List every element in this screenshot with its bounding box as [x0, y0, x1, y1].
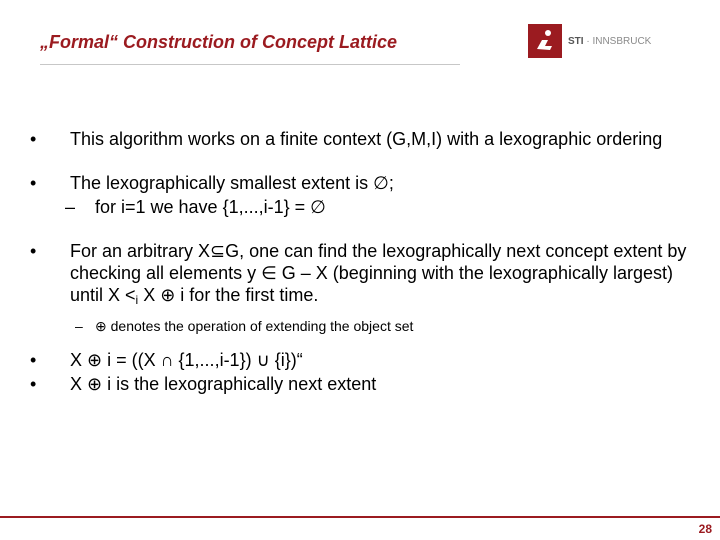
footer-divider: [0, 516, 720, 518]
bullet-marker: •: [30, 173, 37, 193]
subscript-i: i: [135, 293, 139, 307]
title-divider: [40, 64, 460, 65]
logo-wordmark: [568, 36, 651, 47]
logo-separator: ·: [583, 36, 593, 47]
bullet-text: This algorithm works on a finite context (G,M,I) with a lexographic ordering: [70, 129, 663, 149]
bullet-text: X ⊕ i = ((X ∩ {1,...,i-1}) ∪ {i})“: [70, 350, 303, 370]
sub-bullet-item-3a: [30, 317, 690, 335]
bullet-text-part1: For an arbitrary X⊆G, one can find the lexographically next concept extent by checking all elements y ∈ G – X (beginning with the lexographically largest) until X <: [70, 241, 687, 305]
slide-title: „Formal“ Construction of Concept Lattice: [40, 32, 398, 52]
dash-marker: –: [75, 318, 83, 334]
bullet-marker: •: [30, 350, 37, 370]
logo-place: INNSBRUCK: [592, 36, 652, 47]
bullet-marker: •: [30, 129, 37, 149]
dash-marker: –: [65, 197, 76, 217]
bullet-marker: •: [30, 241, 37, 261]
logo-mark-icon: [528, 24, 562, 58]
bullet-item-2: [30, 172, 690, 194]
sti-innsbruck-logo: [528, 24, 678, 60]
bullet-marker: •: [30, 374, 37, 394]
bullet-item-5: [30, 373, 690, 395]
sub-bullet-text: ⊕ denotes the operation of extending the object set: [95, 318, 414, 334]
bullet-item-1: [30, 128, 690, 150]
sub-bullet-text: for i=1 we have {1,...,i-1} = ∅: [95, 197, 326, 217]
bullet-item-4: [30, 349, 690, 371]
bullet-text: The lexographically smallest extent is ∅;: [70, 173, 394, 193]
bullet-text: X ⊕ i is the lexographically next extent: [70, 374, 377, 394]
sub-bullet-item-2a: [30, 196, 690, 218]
spacer: [30, 335, 690, 349]
slide-body: [30, 128, 690, 417]
bullet-item-3: [30, 240, 690, 311]
page-number: 28: [698, 522, 712, 536]
logo-sti: STI: [568, 36, 584, 47]
bullet-text-part2: X ⊕ i for the first time.: [138, 285, 319, 305]
